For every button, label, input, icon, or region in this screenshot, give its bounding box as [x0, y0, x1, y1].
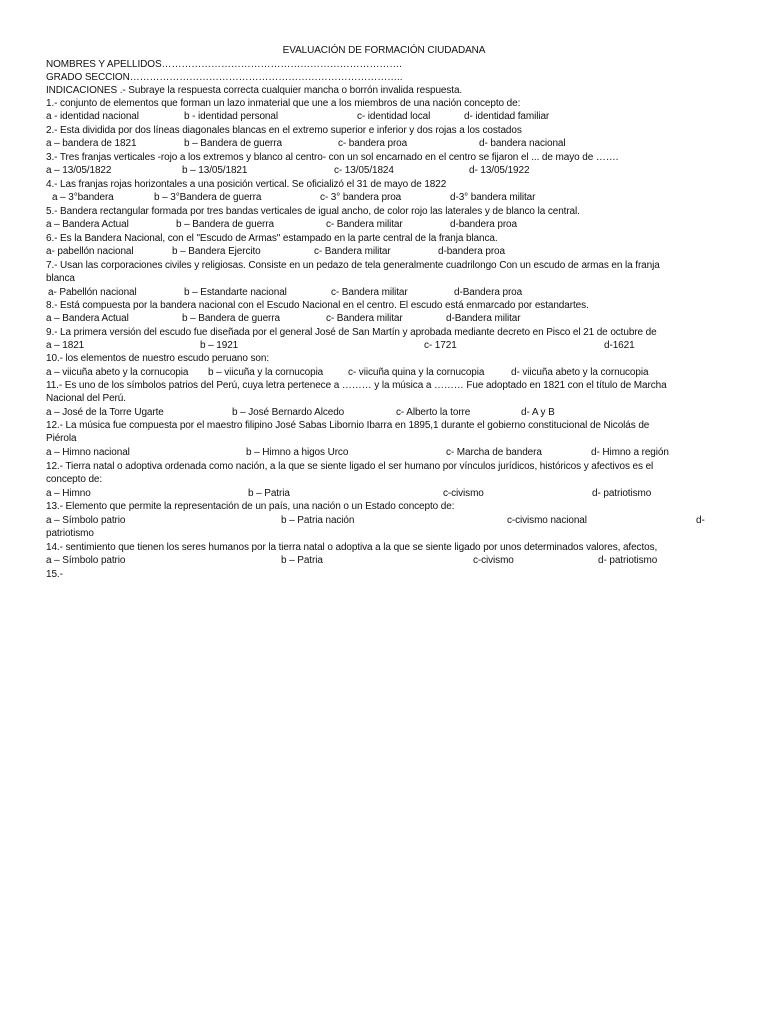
q9-option-a: a – 1821 [46, 340, 85, 351]
q11-option-c: c- Alberto la torre [396, 407, 471, 418]
q6-option-b: b – Bandera Ejercito [172, 246, 261, 257]
q9-option-d: d-1621 [604, 340, 635, 351]
q2-option-a: a – bandera de 1821 [46, 138, 137, 149]
grade-section-line: GRADO SECCION……………………………………………………………………….. [46, 72, 403, 83]
q3-option-d: d- 13/05/1922 [469, 165, 530, 176]
q14-option-b: b – Patria [281, 555, 323, 566]
question-13: 13.- Elemento que permite la representación de un país, una nación o un Estado concepto de: [46, 501, 455, 512]
question-9: 9.- La primera versión del escudo fue diseñada por el general José de San Martín y aprobada mediante decreto en Pisco el 21 de octubre de [46, 327, 657, 338]
question-5: 5.- Bandera rectangular formada por tres bandas verticales de igual ancho, de color rojo las laterales y de blanco la central. [46, 206, 580, 217]
q12b-option-b: b – Patria [248, 488, 290, 499]
question-7: 7.- Usan las corporaciones civiles y religiosas. Consiste en un pedazo de tela generalmente cuadrilongo Con un escudo de armas en la franja [46, 260, 660, 271]
question-3: 3.- Tres franjas verticales -rojo a los extremos y blanco al centro- con un sol encarnado en el centro se fijaron el ... de mayo de ……. [46, 152, 619, 163]
q5-option-c: c- Bandera militar [326, 219, 403, 230]
q11-option-a: a – José de la Torre Ugarte [46, 407, 164, 418]
q11-option-d: d- A y B [521, 407, 555, 418]
question-7-continued: blanca [46, 273, 75, 284]
q12-option-d: d- Himno a región [591, 447, 669, 458]
q7-option-c: c- Bandera militar [331, 287, 408, 298]
q5-option-d: d-bandera proa [450, 219, 517, 230]
question-12b-continued: concepto de: [46, 474, 103, 485]
q1-option-a: a - identidad nacional [46, 111, 139, 122]
q8-option-b: b – Bandera de guerra [182, 313, 280, 324]
q13-option-d-continued: patriotismo [46, 528, 94, 539]
q8-option-d: d-Bandera militar [446, 313, 521, 324]
question-2: 2.- Esta dividida por dos líneas diagonales blancas en el extremo superior e inferior y dos rojas a los costados [46, 125, 522, 136]
q2-option-c: c- bandera proa [338, 138, 408, 149]
names-field-line: NOMBRES Y APELLIDOS………………………………………………………………. [46, 59, 402, 70]
question-12-continued: Piérola [46, 433, 77, 444]
question-11: 11.- Es uno de los símbolos patrios del Perú, cuya letra pertenece a ……… y la música a ……… Fue adoptado en 1821 con el título de Marcha [46, 380, 667, 391]
q12b-option-d: d- patriotismo [592, 488, 652, 499]
exam-title: EVALUACIÓN DE FORMACIÓN CIUDADANA [282, 45, 486, 56]
question-1: 1.- conjunto de elementos que forman un lazo inmaterial que une a los miembros de una nación concepto de: [46, 98, 521, 109]
q8-option-c: c- Bandera militar [326, 313, 403, 324]
q10-option-d: d- viicuña abeto y la cornucopia [511, 367, 649, 378]
q7-option-d: d-Bandera proa [454, 287, 523, 298]
q14-option-c: c-civismo [473, 555, 514, 566]
q11-option-b: b – José Bernardo Alcedo [232, 407, 345, 418]
q5-option-a: a – Bandera Actual [46, 219, 129, 230]
q1-option-d: d- identidad familiar [464, 111, 550, 122]
q10-option-a: a – viicuña abeto y la cornucopia [46, 367, 189, 378]
instructions: INDICACIONES .- Subraye la respuesta correcta cualquier mancha o borrón invalida respuesta. [46, 85, 463, 96]
q5-option-b: b – Bandera de guerra [176, 219, 274, 230]
q9-option-c: c- 1721 [424, 340, 457, 351]
q4-option-d: d-3° bandera militar [450, 192, 536, 203]
question-8: 8.- Está compuesta por la bandera nacional con el Escudo Nacional en el centro. El escudo está enmarcado por estandartes. [46, 300, 589, 311]
q4-option-b: b – 3°Bandera de guerra [154, 192, 262, 203]
q6-option-d: d-bandera proa [438, 246, 505, 257]
q1-option-c: c- identidad local [357, 111, 431, 122]
q2-option-d: d- bandera nacional [479, 138, 566, 149]
question-14: 14.- sentimiento que tienen los seres humanos por la tierra natal o adoptiva a la que se siente ligado por unos determinados valores, afectos, [46, 542, 658, 553]
q7-option-a: a- Pabellón nacional [48, 287, 137, 298]
q10-option-c: c- viicuña quina y la cornucopia [348, 367, 485, 378]
q14-option-a: a – Símbolo patrio [46, 555, 126, 566]
q12-option-b: b – Himno a higos Urco [246, 447, 349, 458]
question-6: 6.- Es la Bandera Nacional, con el "Escudo de Armas" estampado en la parte central de la franja blanca. [46, 233, 498, 244]
q4-option-a: a – 3°bandera [52, 192, 114, 203]
q12-option-a: a – Himno nacional [46, 447, 130, 458]
q12b-option-a: a – Himno [46, 488, 91, 499]
q13-option-d: d- [696, 515, 705, 526]
question-12b: 12.- Tierra natal o adoptiva ordenada como nación, a la que se siente ligado el ser humano por vínculos jurídicos, históricos y afectivos es el [46, 461, 654, 472]
q8-option-a: a – Bandera Actual [46, 313, 129, 324]
q13-option-a: a – Símbolo patrio [46, 515, 126, 526]
question-10: 10.- los elementos de nuestro escudo peruano son: [46, 353, 270, 364]
q3-option-a: a – 13/05/1822 [46, 165, 112, 176]
q3-option-b: b – 13/05/1821 [182, 165, 248, 176]
q7-option-b: b – Estandarte nacional [184, 287, 287, 298]
q1-option-b: b - identidad personal [184, 111, 278, 122]
question-11-continued: Nacional del Perú. [46, 393, 126, 404]
q12b-option-c: c-civismo [443, 488, 484, 499]
q14-option-d: d- patriotismo [598, 555, 658, 566]
question-4: 4.- Las franjas rojas horizontales a una posición vertical. Se oficializó el 31 de mayo de 1822 [46, 179, 447, 190]
q4-option-c: c- 3° bandera proa [320, 192, 402, 203]
q13-option-c: c-civismo nacional [507, 515, 587, 526]
q12-option-c: c- Marcha de bandera [446, 447, 542, 458]
question-12: 12.- La música fue compuesta por el maestro filipino José Sabas Libornio Ibarra en 1895,1 durante el gobierno constitucional de Nicolás de [46, 420, 650, 431]
q6-option-c: c- Bandera militar [314, 246, 391, 257]
q2-option-b: b – Bandera de guerra [184, 138, 282, 149]
q13-option-b: b – Patria nación [281, 515, 355, 526]
q3-option-c: c- 13/05/1824 [334, 165, 394, 176]
q10-option-b: b – viicuña y la cornucopia [208, 367, 324, 378]
question-15: 15.- [46, 569, 63, 580]
q6-option-a: a- pabellón nacional [46, 246, 134, 257]
q9-option-b: b – 1921 [200, 340, 239, 351]
